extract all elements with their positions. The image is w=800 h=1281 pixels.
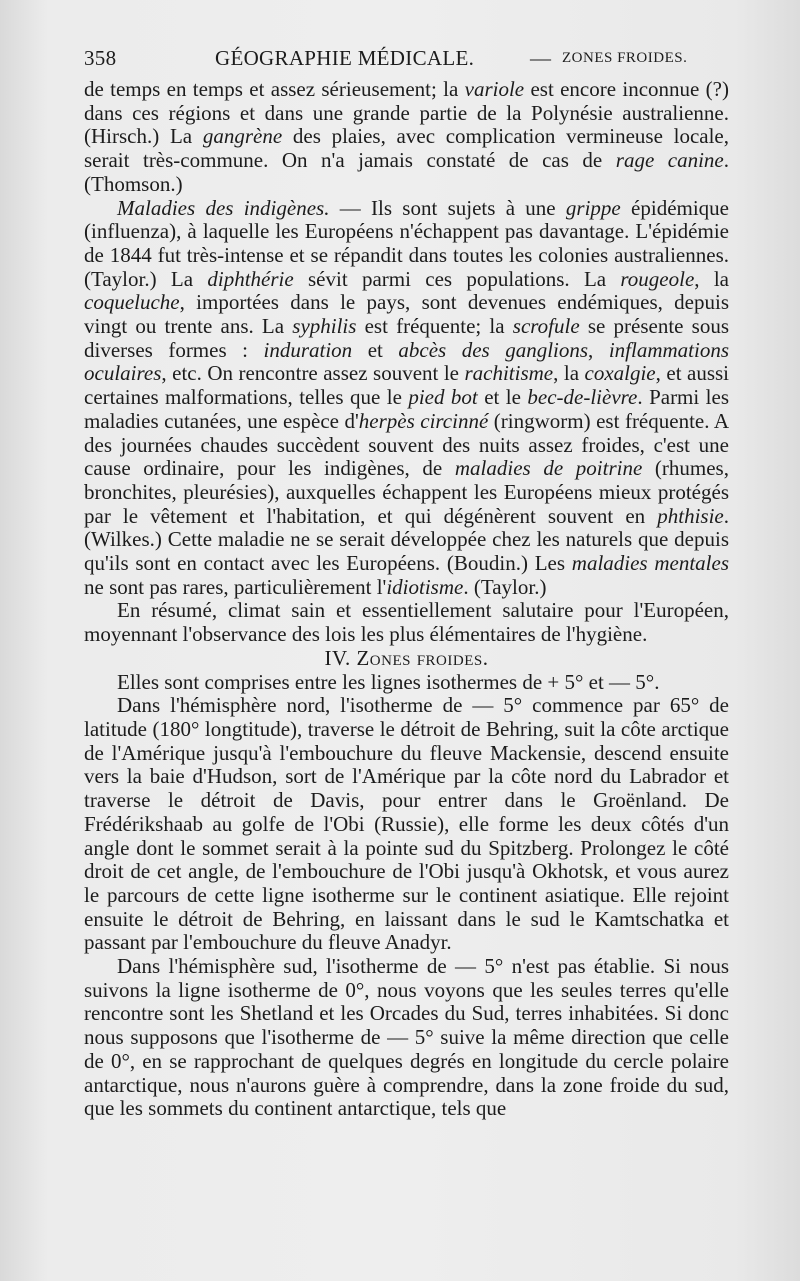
running-section: ZONES FROIDES.	[562, 50, 688, 66]
running-title: GÉOGRAPHIE MÉDICALE.	[215, 46, 475, 70]
body-text	[84, 78, 729, 1121]
running-header	[84, 42, 688, 76]
paragraph-definition: Elles sont comprises entre les lignes isothermes de + 5° et — 5°.	[117, 669, 660, 694]
paragraph-hemisphere-sud: Dans l'hémisphère sud, l'isotherme de — 5° n'est pas établie. Si nous suivons la ligne isotherme de 0°, nous voyons que les seules terres qu'elle rencontre sont les Shetland et les Orcades du Sud, terres inhabitées. Si donc nous supposons que l'isotherme de — 5° suive la même direction que celle de 0°, en se rapprochant de quelques degrés en longitude du cercle polaire antarctique, nous n'aurons guère à comprendre, dans la zone froide du sud, que les sommets du continent antarctique, tels que	[84, 954, 729, 1121]
header-dash: —	[530, 46, 552, 70]
page-number: 358	[84, 46, 117, 70]
paragraph-hemisphere-nord: Dans l'hémisphère nord, l'isotherme de — 5° commence par 65° de latitude (180° longtitude), traverse le détroit de Behring, suit la côte arctique de l'Amérique jusqu'à l'embouchure du fleuve Mackensie, descend ensuite vers la baie d'Hudson, sort de l'Amérique par la côte nord du Labrador et traverse le détroit de Davis, pour entrer dans le Groënland. De Frédérikshaab au golfe de l'Obi (Russie), elle forme les deux côtés d'un angle dont le sommet serait à la pointe sud du Spitzberg. Prolongez le côté droit de cet angle, de l'embouchure de l'Obi jusqu'à Okhotsk, et vous aurez le parcours de cette ligne isotherme sur le continent asiatique. Elle rejoint ensuite le détroit de Behring, en laissant dans le sud le Kamtschatka et passant par l'embouchure du fleuve Anadyr.	[84, 693, 729, 955]
paragraph-continued: de temps en temps et assez sérieusement; la variole est encore inconnue (?) dans ces régions et dans une grande partie de la Polynésie australienne. (Hirsch.) La gangrène des plaies, avec complication vermineuse locale, serait très-commune. On n'a jamais constaté de cas de rage canine. (Thomson.)	[84, 77, 729, 196]
section-heading: IV. Zones froides.	[324, 645, 489, 670]
paragraph-resume: En résumé, climat sain et essentiellement salutaire pour l'Européen, moyennant l'observance des lois les plus élémentaires de l'hygiène.	[84, 598, 729, 647]
paragraph-maladies-indigenes: Maladies des indigènes. — Ils sont sujets à une grippe épidémique (influenza), à laquelle les Européens n'échappent pas davantage. L'épidémie de 1844 fut très-intense et se répandit dans toutes les colonies australiennes. (Taylor.) La diphthérie sévit parmi ces populations. La rougeole, la coqueluche, importées dans le pays, sont devenues endémiques, depuis vingt ou trente ans. La syphilis est fréquente; la scrofule se présente sous diverses formes : induration et abcès des ganglions, inflammations oculaires, etc. On rencontre assez souvent le rachitisme, la coxalgie, et aussi certaines malformations, telles que le pied bot et le bec-de-lièvre. Parmi les maladies cutanées, une espèce d'herpès circinné (ringworm) est fréquente. A des journées chaudes succèdent souvent des nuits assez froides, c'est une cause ordinaire, pour les indigènes, de maladies de poitrine (rhumes, bronchites, pleurésies), auxquelles échappent les Européens mieux protégés par le vêtement et l'habitation, et qui dégénèrent souvent en phthisie. (Wilkes.) Cette maladie ne se serait développée chez les naturels que depuis qu'ils sont en contact avec les Européens. (Boudin.) Les maladies mentales ne sont pas rares, particulièrement l'idiotisme. (Taylor.)	[84, 195, 730, 599]
